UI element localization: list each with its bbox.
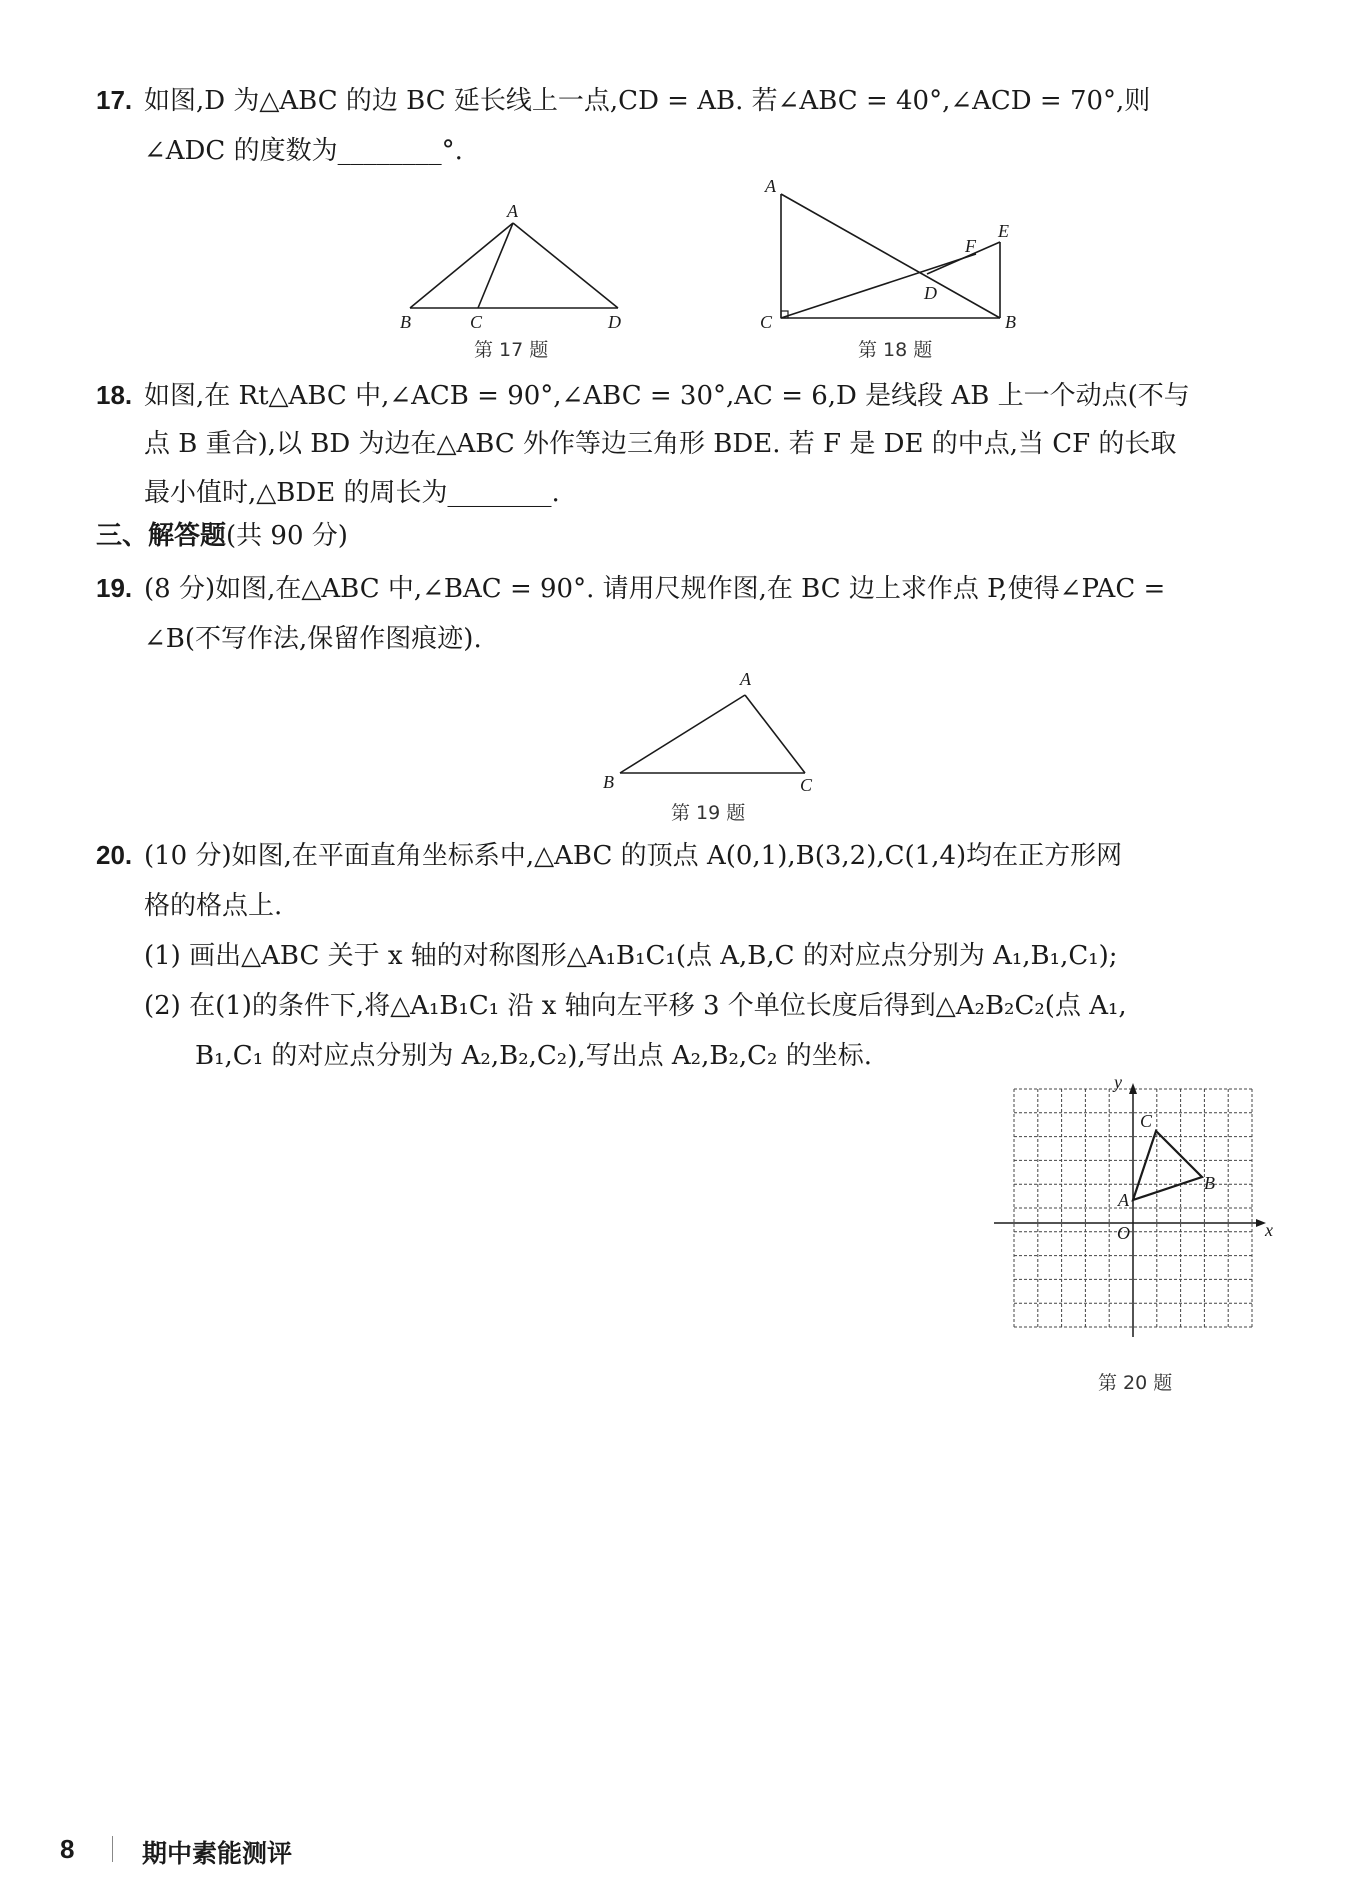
footer-title: 期中素能测评 [142, 1839, 293, 1868]
fig18-label-E: E [998, 221, 1009, 241]
q19-line1 [96, 568, 1165, 605]
fig19-label-A: A [740, 669, 751, 689]
figure-18 [755, 178, 1035, 338]
fig20-label-B: B [1204, 1173, 1215, 1193]
fig17-label-D: D [608, 312, 621, 332]
caption-19: 第 19 题 [671, 802, 746, 824]
fig20-label-C: C [1140, 1111, 1153, 1131]
fig18-label-D: D [924, 283, 937, 303]
figure-19 [595, 665, 835, 795]
q20-line2: 格的格点上. [144, 891, 283, 921]
q19-line2: ∠B(不写作法,保留作图痕迹). [144, 624, 482, 654]
fig19-label-B: B [603, 772, 614, 792]
q17-line1 [96, 80, 1150, 117]
q19-number: 19. [96, 573, 133, 603]
triangle-abc [1133, 1131, 1202, 1200]
fig18-label-C: C [760, 312, 773, 332]
fig17-label-C: C [470, 312, 483, 332]
page-number: 8 [60, 1834, 75, 1864]
fig18-label-B: B [1005, 312, 1016, 332]
q20-number: 20. [96, 840, 133, 870]
q18-line3: 最小值时,△BDE 的周长为________. [144, 478, 560, 508]
fig18-label-A: A [765, 178, 776, 196]
caption-18: 第 18 题 [858, 339, 933, 361]
caption-17: 第 17 题 [474, 339, 549, 361]
q18-text1: 如图,在 Rt△ABC 中,∠ACB = 90°,∠ABC = 30°,AC = 6,D 是线段 AB 上一个动点(不与 [144, 381, 1190, 411]
q20-sub2b: B₁,C₁ 的对应点分别为 A₂,B₂,C₂),写出点 A₂,B₂,C₂ 的坐标. [195, 1041, 872, 1071]
section-score: (共 90 分) [226, 521, 348, 551]
fig20-label-y: y [1114, 1075, 1122, 1092]
q18-line2: 点 B 重合),以 BD 为边在△ABC 外作等边三角形 BDE. 若 F 是 DE 的中点,当 CF 的长取 [144, 429, 1177, 459]
q19-text1: (8 分)如图,在△ABC 中,∠BAC = 90°. 请用尺规作图,在 BC 边上求作点 P,使得∠PAC = [144, 574, 1166, 604]
q17-line2: ∠ADC 的度数为________°. [144, 136, 463, 166]
section-title [96, 515, 348, 552]
section-title-text: 三、解答题 [96, 521, 227, 551]
fig20-label-x: x [1265, 1220, 1273, 1240]
fig20-label-O: O [1117, 1223, 1130, 1243]
q20-sub2a: (2) 在(1)的条件下,将△A₁B₁C₁ 沿 x 轴向左平移 3 个单位长度后得到△A₂B₂C₂(点 A₁, [144, 991, 1127, 1021]
footer-divider [112, 1836, 113, 1862]
fig19-label-C: C [800, 775, 813, 795]
figure-20 [990, 1075, 1280, 1355]
fig18-label-F: F [965, 236, 976, 256]
q20-sub1: (1) 画出△ABC 关于 x 轴的对称图形△A₁B₁C₁(点 A,B,C 的对应点分别为 A₁,B₁,C₁); [144, 941, 1118, 971]
q17-text1: 如图,D 为△ABC 的边 BC 延长线上一点,CD = AB. 若∠ABC = 40°,∠ACD = 70°,则 [144, 86, 1151, 116]
figure-17 [400, 200, 640, 335]
q17-number: 17. [96, 85, 133, 115]
caption-20: 第 20 题 [1098, 1372, 1173, 1394]
fig17-label-B: B [400, 312, 411, 332]
fig20-label-A: A [1118, 1190, 1129, 1210]
q18-number: 18. [96, 380, 133, 410]
q18-line1 [96, 375, 1190, 412]
q20-text1: (10 分)如图,在平面直角坐标系中,△ABC 的顶点 A(0,1),B(3,2),C(1,4)均在正方形网 [144, 841, 1123, 871]
q20-line1 [96, 835, 1122, 872]
fig17-label-A: A [507, 201, 518, 221]
